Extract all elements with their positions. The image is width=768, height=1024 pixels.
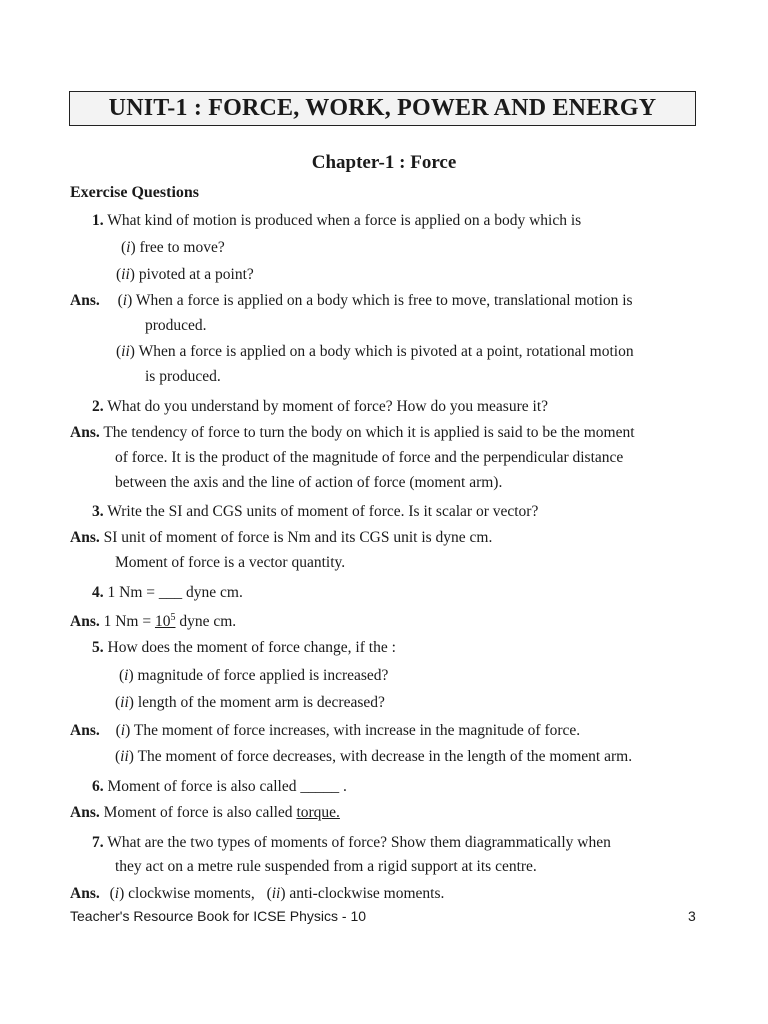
option-tag: i <box>114 885 120 902</box>
answer-label: Ans. <box>70 424 100 441</box>
q2-answer <box>70 423 635 443</box>
question-number: 1. <box>92 212 104 229</box>
answer-value <box>155 613 176 630</box>
question-text-post: dyne cm. <box>182 584 243 601</box>
question-7 <box>92 833 611 853</box>
answer-label: Ans. <box>70 529 100 546</box>
question-text: Write the SI and CGS units of moment of force. Is it scalar or vector? <box>107 503 539 520</box>
option-tag: i <box>120 722 126 739</box>
option-tag: i <box>124 667 129 684</box>
question-number: 3. <box>92 503 104 520</box>
answer-text: 1 Nm = <box>103 613 155 631</box>
question-number: 5. <box>92 639 104 656</box>
question-4 <box>92 583 243 603</box>
answer-value: torque. <box>296 804 340 821</box>
question-3 <box>92 502 538 522</box>
question-text: 1 Nm = <box>107 584 159 601</box>
option-tag: ii <box>121 266 130 283</box>
answer-label: Ans. <box>70 613 100 631</box>
answer-text: The moment of force decreases, with decrease in the length of the moment arm. <box>137 748 633 765</box>
q1-answer-ii-cont: is produced. <box>145 368 221 385</box>
question-text: How does the moment of force change, if the : <box>107 639 396 656</box>
footer-book-title: Teacher's Resource Book for ICSE Physics - 10 <box>70 908 367 924</box>
option-text: pivoted at a point? <box>138 266 254 283</box>
q5-answer-i: Ans. (i) The moment of force increases, with increase in the magnitude of force. <box>70 722 581 739</box>
q1-answer-i-cont: produced. <box>145 317 207 334</box>
answer-label: Ans. <box>70 885 100 902</box>
answer-base: 10 <box>154 613 171 631</box>
answer-text: anti-clockwise moments. <box>289 885 445 902</box>
answer-text-post: dyne cm. <box>175 613 237 631</box>
option-tag: i <box>126 239 131 256</box>
answer-label: Ans. <box>70 722 100 739</box>
q2-answer-cont-2: between the axis and the line of action of force (moment arm). <box>115 474 503 491</box>
question-number: 4. <box>92 584 104 601</box>
unit-title: UNIT-1 : FORCE, WORK, POWER AND ENERGY <box>108 95 657 121</box>
question-number: 7. <box>92 834 104 851</box>
chapter-title: Chapter-1 : Force <box>311 152 457 173</box>
option-text: length of the moment arm is decreased? <box>137 694 385 711</box>
blank: ___ <box>158 584 183 601</box>
unit-title-box <box>69 91 696 126</box>
option-tag: ii <box>271 885 281 902</box>
blank: _____ <box>300 778 340 795</box>
answer-text: When a force is applied on a body which is pivoted at a point, rotational motion <box>138 343 634 360</box>
answer-text: When a force is applied on a body which is free to move, translational motion is <box>135 292 633 309</box>
question-7-cont: they act on a metre rule suspended from a rigid support at its centre. <box>115 858 537 875</box>
question-text: What do you understand by moment of force? How do you measure it? <box>107 398 549 415</box>
q5-option-ii: (ii) length of the moment arm is decreased? <box>115 694 385 711</box>
answer-text: Moment of force is also called <box>103 804 297 821</box>
answer-label: Ans. <box>70 804 100 821</box>
question-2 <box>92 397 548 417</box>
option-tag: ii <box>121 343 130 360</box>
q5-option-i: (i) magnitude of force applied is increased? <box>119 667 389 684</box>
option-tag: i <box>122 292 128 309</box>
option-text: free to move? <box>139 239 225 256</box>
answer-text: clockwise moments, <box>128 885 255 902</box>
q3-answer <box>70 528 492 548</box>
question-number: 2. <box>92 398 104 415</box>
answer-exponent: 5 <box>170 612 176 623</box>
footer-page-number: 3 <box>688 908 696 924</box>
question-5 <box>92 638 396 658</box>
answer-text: The moment of force increases, with increase in the magnitude of force. <box>133 722 581 739</box>
q5-answer-ii: (ii) The moment of force decreases, with decrease in the length of the moment arm. <box>115 748 633 765</box>
question-1 <box>92 211 581 231</box>
option-tag: ii <box>120 694 129 711</box>
q3-answer-cont: Moment of force is a vector quantity. <box>115 554 346 571</box>
answer-text: SI unit of moment of force is Nm and its CGS unit is dyne cm. <box>103 529 493 546</box>
answer-text: The tendency of force to turn the body on which it is applied is said to be the moment <box>103 424 635 441</box>
question-text: What are the two types of moments of force? Show them diagrammatically when <box>107 834 611 851</box>
answer-label: Ans. <box>70 292 100 309</box>
q1-answer-i: Ans. (i) When a force is applied on a body which is free to move, translational motion is <box>70 292 633 309</box>
question-text: Moment of force is also called <box>107 778 301 795</box>
question-text-post: . <box>339 778 347 795</box>
q4-answer <box>70 608 236 632</box>
option-tag: ii <box>120 748 129 765</box>
q1-option-i: (i) free to move? <box>121 239 225 256</box>
question-number: 6. <box>92 778 104 795</box>
q6-answer <box>70 803 340 823</box>
q1-answer-ii: (ii) When a force is applied on a body which is pivoted at a point, rotational motion <box>116 343 634 360</box>
question-6 <box>92 777 347 797</box>
q7-answer: Ans. (i) clockwise moments, (ii) anti-clockwise moments. <box>70 885 445 902</box>
q1-option-ii: (ii) pivoted at a point? <box>116 266 254 283</box>
q2-answer-cont-1: of force. It is the product of the magnitude of force and the perpendicular distance <box>115 449 624 466</box>
section-title: Exercise Questions <box>70 184 200 201</box>
option-text: magnitude of force applied is increased? <box>137 667 389 684</box>
question-text: What kind of motion is produced when a force is applied on a body which is <box>107 212 582 229</box>
